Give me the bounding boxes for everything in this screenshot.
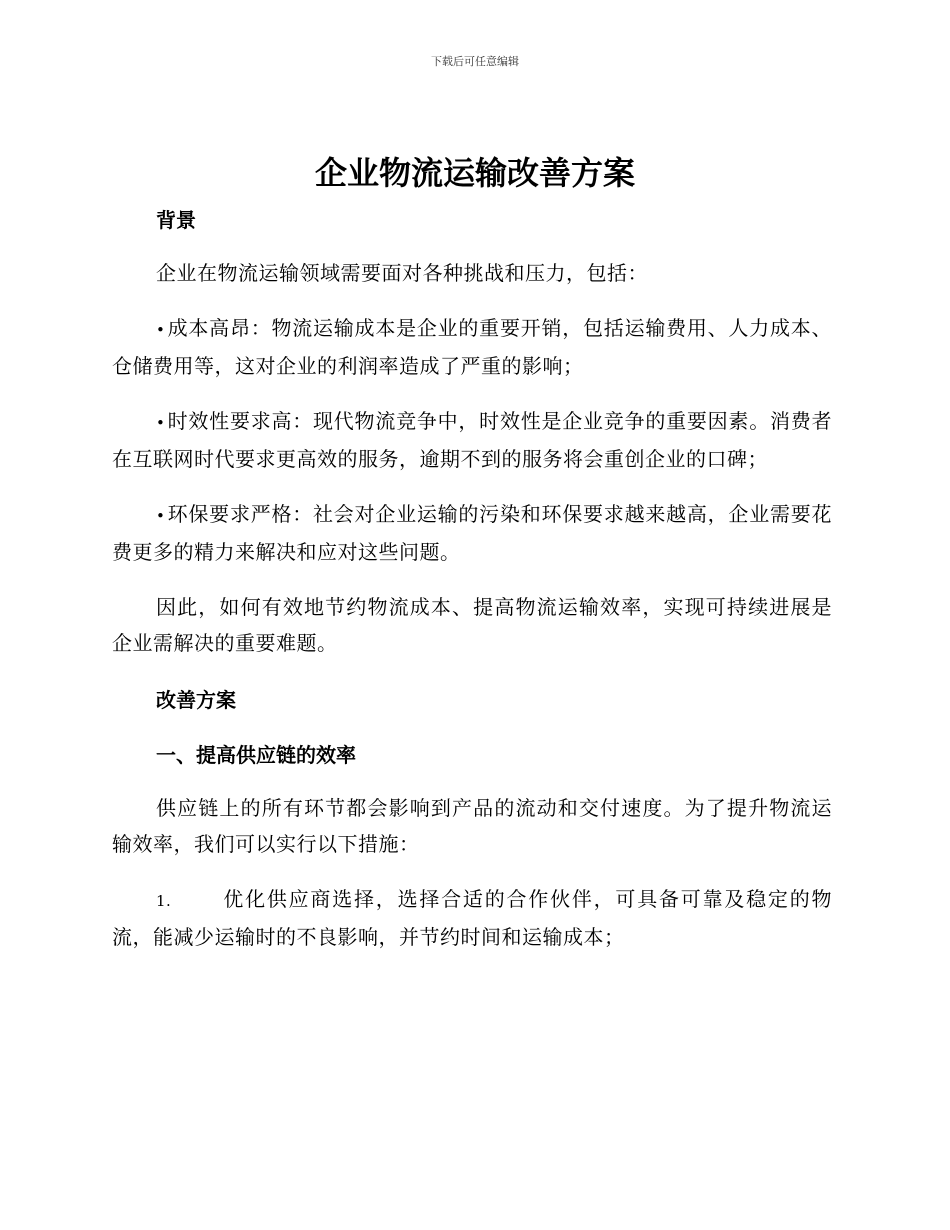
background-conclusion: 因此，如何有效地节约物流成本、提高物流运输效率，实现可持续进展是企业需解决的重要难题。	[112, 595, 832, 655]
background-heading: 背景	[156, 208, 196, 232]
bullet-item	[112, 496, 832, 570]
bullet-item	[112, 310, 832, 384]
document-body	[112, 200, 832, 955]
bullet-marker: •	[156, 507, 166, 525]
bullet-text: 时效性要求高：现代物流竞争中，时效性是企业竞争的重要因素。消费者在互联网时代要求更高效的服务，逾期不到的服务将会重创企业的口碑；	[112, 409, 832, 471]
bullet-text: 环保要求严格：社会对企业运输的污染和环保要求越来越高，企业需要花费更多的精力来解决和应对这些问题。	[112, 502, 832, 564]
item-text: 优化供应商选择，选择合适的合作伙伴，可具备可靠及稳定的物流，能减少运输时的不良影响，并节约时间和运输成本；	[112, 887, 832, 949]
bullet-item	[112, 403, 832, 477]
section-intro: 供应链上的所有环节都会影响到产品的流动和交付速度。为了提升物流运输效率，我们可以实行以下措施：	[112, 796, 832, 856]
background-intro: 企业在物流运输领域需要面对各种挑战和压力，包括：	[156, 261, 648, 285]
section-heading: 一、提高供应链的效率	[156, 743, 356, 767]
numbered-item	[112, 881, 832, 955]
plan-heading: 改善方案	[156, 688, 236, 712]
item-number: 1.	[156, 892, 172, 910]
bullet-marker: •	[156, 414, 166, 432]
page-header-note: 下载后可任意编辑	[431, 55, 519, 68]
bullet-marker: •	[156, 321, 166, 339]
bullet-text: 成本高昂：物流运输成本是企业的重要开销，包括运输费用、人力成本、仓储费用等，这对企业的利润率造成了严重的影响；	[112, 316, 832, 378]
document-title: 企业物流运输改善方案	[314, 154, 635, 192]
